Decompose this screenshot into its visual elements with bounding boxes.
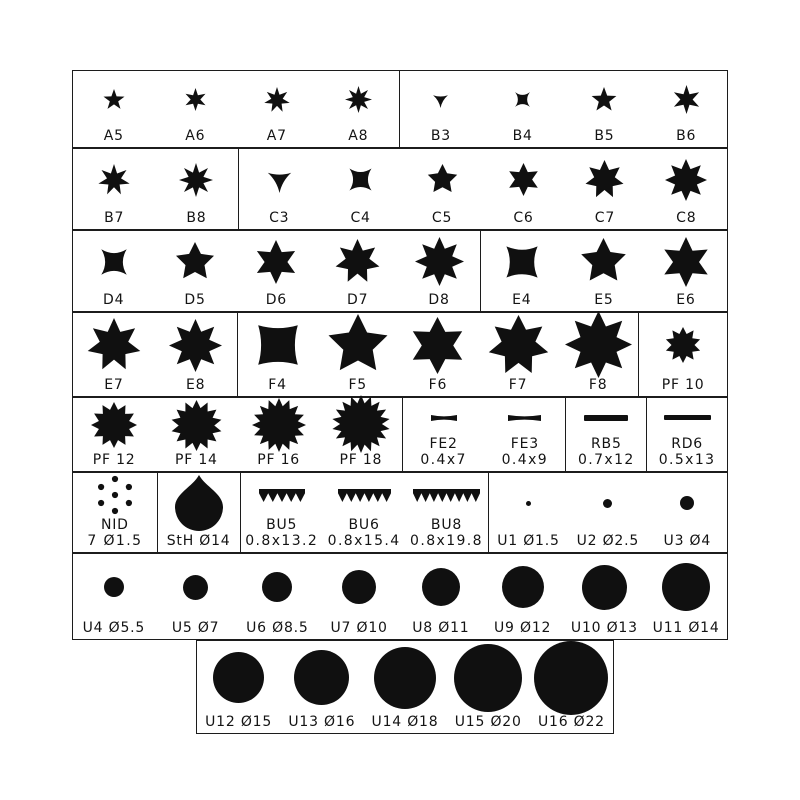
- bu5-serrated-icon: [241, 473, 323, 518]
- punch-item-u3-4: [648, 473, 727, 552]
- a8-star-icon: [318, 71, 400, 129]
- chart-cell: [73, 398, 403, 471]
- punch-item-e7: [73, 313, 155, 396]
- punch-code-label: U6 Ø8.5: [246, 619, 309, 636]
- punch-item-nid: [73, 473, 157, 552]
- punch-labels: [288, 715, 355, 733]
- chart-cell: [639, 313, 727, 396]
- punch-item-b7: [73, 149, 155, 229]
- rb5-bar-icon: [566, 398, 646, 437]
- punch-labels: [184, 293, 205, 311]
- chart-cell: [647, 398, 727, 471]
- punch-code-label: U13 Ø16: [288, 713, 356, 730]
- punch-item-a5: [73, 71, 155, 147]
- punch-item-c3: [239, 149, 320, 229]
- punch-labels: [455, 715, 522, 733]
- punch-item-d4: [73, 231, 154, 311]
- punch-code-label: B6: [676, 127, 697, 144]
- c5-star-icon: [401, 149, 482, 211]
- punch-labels: [676, 211, 696, 229]
- fe3-febar-icon: [484, 398, 565, 437]
- punch-item-e5: [563, 231, 645, 311]
- punch-code-label: BU8: [430, 517, 463, 534]
- punch-code-label: D5: [184, 291, 206, 308]
- punch-labels: [186, 378, 205, 396]
- punch-labels: [429, 378, 448, 396]
- punch-item-u1-1-5: [489, 473, 568, 552]
- a6-star-icon: [155, 71, 237, 129]
- punch-code-label: U14 Ø18: [371, 713, 439, 730]
- punch-code-label: U11 Ø14: [652, 619, 720, 636]
- punch-code-label: F7: [508, 376, 528, 393]
- punch-labels: [513, 129, 533, 147]
- punch-labels: [103, 293, 124, 311]
- punch-item-b3: [400, 71, 482, 147]
- punch-labels: [348, 378, 367, 396]
- punch-code-label: F8: [588, 376, 608, 393]
- punch-code-label: PF 12: [92, 451, 136, 468]
- punch-labels: [589, 378, 608, 396]
- u9-12-circle-icon: [482, 554, 564, 621]
- punch-labels: [167, 534, 231, 552]
- punch-labels: [266, 293, 287, 311]
- punch-item-e4: [481, 231, 563, 311]
- punch-item-c8: [646, 149, 727, 229]
- u16-22-circle-icon: [530, 641, 613, 715]
- row-D-E-stars: [72, 230, 728, 312]
- punch-item-u4-5-5: [73, 554, 155, 639]
- punch-code-label: C4: [350, 209, 371, 226]
- pf-10-star-icon: [639, 313, 727, 378]
- punch-item-f8: [558, 313, 638, 396]
- punch-labels: [245, 518, 318, 552]
- punch-code-label: C7: [594, 209, 616, 226]
- e7-star-icon: [73, 313, 155, 378]
- punch-item-u13-16: [280, 641, 363, 733]
- punch-code-label: F5: [348, 376, 368, 393]
- punch-code-label: BU5: [266, 517, 298, 534]
- punch-labels: [175, 453, 218, 471]
- punch-labels: [420, 437, 466, 471]
- u14-18-circle-icon: [363, 641, 446, 715]
- u10-13-circle-icon: [564, 554, 646, 621]
- u8-11-circle-icon: [400, 554, 482, 621]
- chart-cell: [566, 398, 647, 471]
- b5-star-icon: [564, 71, 646, 129]
- f6-star-icon: [398, 313, 478, 378]
- e8-star-icon: [155, 313, 237, 378]
- punch-item-c4: [320, 149, 401, 229]
- punch-dim-label: 7 Ø1.5: [87, 532, 143, 549]
- punch-labels: [205, 715, 272, 733]
- punch-item-u2-2-5: [568, 473, 647, 552]
- punch-labels: [676, 293, 695, 311]
- punch-code-label: B4: [512, 127, 533, 144]
- punch-labels: [594, 129, 614, 147]
- c6-star-icon: [483, 149, 564, 211]
- punch-labels: [372, 715, 439, 733]
- punch-code-label: A8: [348, 127, 369, 144]
- punch-code-label: B8: [186, 209, 207, 226]
- punch-labels: [268, 378, 287, 396]
- d5-star-icon: [154, 231, 235, 293]
- c3-sparkle-icon: [239, 149, 320, 211]
- punch-item-b6: [645, 71, 727, 147]
- punch-labels: [246, 621, 309, 639]
- punch-item-u11-14: [645, 554, 727, 639]
- punch-labels: [497, 534, 560, 552]
- punch-labels: [502, 437, 548, 471]
- u3-4-circle-icon: [648, 473, 727, 534]
- punch-item-pf-18: [320, 398, 402, 471]
- punch-code-label: A7: [266, 127, 287, 144]
- punch-item-b4: [482, 71, 564, 147]
- punch-code-label: PF 10: [661, 376, 705, 393]
- punch-item-e8: [155, 313, 237, 396]
- punch-code-label: E8: [185, 376, 206, 393]
- row-B-C-stars: [72, 148, 728, 230]
- punch-item-u7-10: [318, 554, 400, 639]
- nid-dots-icon: [73, 472, 157, 518]
- punch-item-c6: [483, 149, 564, 229]
- punch-dim-label: 0.8x13.2: [245, 532, 319, 549]
- punch-dim-label: 0.8x15.4: [327, 532, 401, 549]
- punch-code-label: U1 Ø1.5: [497, 532, 560, 549]
- punch-item-u16-22: [530, 641, 613, 733]
- punch-code-label: F6: [428, 376, 448, 393]
- punch-code-label: E4: [512, 291, 532, 308]
- sth-14-drop-icon: [158, 473, 240, 534]
- punch-item-sth-14: [158, 473, 240, 552]
- punch-code-label: F4: [268, 376, 287, 393]
- punch-code-label: U4 Ø5.5: [82, 619, 146, 636]
- punch-item-u12-15: [197, 641, 280, 733]
- punch-code-label: FE2: [429, 436, 458, 453]
- punch-code-label: E5: [594, 291, 614, 308]
- punch-labels: [431, 129, 451, 147]
- punch-code-label: C6: [513, 209, 534, 226]
- punch-item-d6: [236, 231, 317, 311]
- pf-16-star-icon: [238, 398, 320, 453]
- punch-labels: [410, 518, 483, 552]
- punch-code-label: B5: [594, 127, 615, 144]
- punch-dim-label: 0.5x13: [658, 451, 716, 468]
- punch-labels: [257, 453, 300, 471]
- u15-20-circle-icon: [447, 641, 530, 715]
- punch-labels: [676, 129, 696, 147]
- punch-code-label: C5: [431, 209, 453, 226]
- c7-star-icon: [564, 149, 645, 211]
- punch-labels: [172, 621, 220, 639]
- punch-labels: [87, 518, 142, 552]
- punch-labels: [83, 621, 146, 639]
- punch-code-label: C8: [676, 209, 697, 226]
- chart-cell: [73, 473, 158, 552]
- punch-item-c5: [401, 149, 482, 229]
- pf-12-star-icon: [73, 398, 155, 453]
- punch-labels: [595, 211, 615, 229]
- punch-labels: [594, 293, 613, 311]
- a5-star-icon: [73, 71, 155, 129]
- punch-item-u5-7: [155, 554, 237, 639]
- b3-sparkle-icon: [400, 71, 482, 129]
- punch-item-a7: [236, 71, 318, 147]
- punch-item-bu8: [405, 473, 487, 552]
- punch-item-u14-18: [363, 641, 446, 733]
- punch-item-b8: [155, 149, 237, 229]
- row-E-F-PF10-stars: [72, 312, 728, 397]
- pf-18-star-icon: [320, 395, 402, 453]
- punch-item-a6: [155, 71, 237, 147]
- punch-item-c7: [564, 149, 645, 229]
- c8-star-icon: [646, 149, 727, 211]
- punch-labels: [347, 293, 368, 311]
- chart-cell: [241, 473, 489, 552]
- punch-labels: [509, 378, 528, 396]
- punch-item-fe2: [403, 398, 484, 471]
- chart-cell: [481, 231, 727, 311]
- punch-code-label: U8 Ø11: [412, 619, 470, 636]
- u4-5-5-circle-icon: [73, 554, 155, 621]
- punch-item-e6: [645, 231, 727, 311]
- punch-item-u8-11: [400, 554, 482, 639]
- punch-item-d7: [317, 231, 398, 311]
- punch-code-label: D7: [347, 291, 369, 308]
- punch-dim-label: 0.4x9: [501, 451, 549, 468]
- u1-1-5-circle-icon: [489, 473, 568, 534]
- row-NID-StH-BU-U123: [72, 472, 728, 553]
- punch-code-label: D4: [103, 291, 125, 308]
- punch-item-u15-20: [447, 641, 530, 733]
- chart-cell: [239, 149, 728, 229]
- punch-labels: [350, 211, 370, 229]
- punch-labels: [339, 453, 382, 471]
- b4-sparkle-icon: [482, 71, 564, 129]
- punch-code-label: B7: [104, 209, 125, 226]
- punch-item-pf-14: [155, 398, 237, 471]
- punch-code-label: FE3: [510, 436, 539, 453]
- punch-item-f6: [398, 313, 478, 396]
- punch-code-label: U2 Ø2.5: [576, 532, 640, 549]
- chart-cell: [238, 313, 640, 396]
- punch-code-label: D8: [428, 291, 450, 308]
- punch-code-label: RD6: [671, 436, 704, 453]
- u2-2-5-circle-icon: [568, 473, 647, 534]
- d4-sparkle-icon: [73, 231, 154, 293]
- punch-item-b5: [564, 71, 646, 147]
- punch-code-label: U15 Ø20: [454, 713, 522, 730]
- punch-labels: [494, 621, 551, 639]
- punch-code-label: U12 Ø15: [205, 713, 273, 730]
- punch-item-bu5: [241, 473, 323, 552]
- f8-star-icon: [558, 311, 638, 378]
- b8-star-icon: [155, 149, 237, 211]
- punch-item-pf-12: [73, 398, 155, 471]
- b7-star-icon: [73, 149, 155, 211]
- punch-labels: [538, 715, 605, 733]
- c4-sparkle-icon: [320, 149, 401, 211]
- f5-star-icon: [318, 313, 398, 378]
- punch-labels: [269, 211, 289, 229]
- punch-code-label: BU6: [348, 517, 380, 534]
- punch-item-pf-10: [639, 313, 727, 396]
- punch-item-bu6: [323, 473, 405, 552]
- u7-10-circle-icon: [318, 554, 400, 621]
- chart-cell: [197, 641, 613, 733]
- pf-14-star-icon: [155, 398, 237, 453]
- f4-sparkle-icon: [238, 313, 318, 378]
- punch-item-f5: [318, 313, 398, 396]
- punch-code-label: RB5: [591, 436, 622, 453]
- d8-star-icon: [398, 231, 479, 293]
- punch-code-label: E7: [104, 376, 124, 393]
- fe2-febar-icon: [403, 398, 484, 437]
- punch-code-label: U5 Ø7: [171, 619, 220, 636]
- d7-star-icon: [317, 231, 398, 293]
- bu6-serrated-icon: [323, 473, 405, 518]
- punch-labels: [104, 211, 124, 229]
- punch-labels: [578, 437, 635, 471]
- chart-cell: [489, 473, 727, 552]
- punch-code-label: U7 Ø10: [330, 619, 388, 636]
- u12-15-circle-icon: [197, 641, 280, 715]
- punch-item-u9-12: [482, 554, 564, 639]
- punch-labels: [664, 534, 712, 552]
- punch-labels: [348, 129, 368, 147]
- u6-8-5-circle-icon: [237, 554, 319, 621]
- punch-code-label: A5: [103, 127, 124, 144]
- punch-labels: [104, 378, 123, 396]
- punch-labels: [267, 129, 287, 147]
- punch-item-a8: [318, 71, 400, 147]
- punch-item-rb5: [566, 398, 646, 471]
- punch-labels: [185, 129, 205, 147]
- chart-cell: [73, 71, 400, 147]
- a7-star-icon: [236, 71, 318, 129]
- chart-cell: [73, 313, 238, 396]
- row-U12-U16-circles: [196, 640, 614, 734]
- chart-cell: [73, 554, 727, 639]
- punch-item-d5: [154, 231, 235, 311]
- punch-labels: [513, 211, 533, 229]
- row-PF-FE-RB-RD: [72, 397, 728, 472]
- punch-labels: [93, 453, 136, 471]
- punch-code-label: U16 Ø22: [537, 713, 605, 730]
- punch-code-label: C3: [269, 209, 290, 226]
- punch-code-label: U10 Ø13: [570, 619, 638, 636]
- chart-cell: [73, 231, 481, 311]
- chart-cell: [73, 149, 239, 229]
- e6-star-icon: [645, 231, 727, 293]
- punch-code-label: PF 16: [257, 451, 300, 468]
- punch-labels: [571, 621, 638, 639]
- chart-cell: [158, 473, 241, 552]
- rd6-bar-icon: [647, 398, 727, 437]
- punch-labels: [653, 621, 720, 639]
- punch-labels: [104, 129, 124, 147]
- punch-labels: [412, 621, 469, 639]
- punch-labels: [428, 293, 449, 311]
- punch-code-label: D6: [265, 291, 287, 308]
- punch-code-label: NID: [100, 517, 129, 534]
- punch-item-u10-13: [564, 554, 646, 639]
- row-A-B-small-stars: [72, 70, 728, 148]
- row-U4-U11-circles: [72, 553, 728, 640]
- chart-cell: [403, 398, 567, 471]
- punch-code-label: PF 18: [339, 451, 383, 468]
- punch-dim-label: 0.4x7: [420, 451, 467, 468]
- punch-item-rd6: [647, 398, 727, 471]
- punch-item-fe3: [484, 398, 565, 471]
- punch-code-label: U3 Ø4: [663, 532, 712, 549]
- punch-labels: [662, 378, 705, 396]
- punch-item-u6-8-5: [237, 554, 319, 639]
- u11-14-circle-icon: [645, 554, 727, 621]
- punch-code-label: PF 14: [174, 451, 218, 468]
- punch-labels: [432, 211, 452, 229]
- punch-labels: [512, 293, 531, 311]
- punch-item-pf-16: [238, 398, 320, 471]
- punch-code-label: E6: [676, 291, 696, 308]
- punch-labels: [659, 437, 716, 471]
- punch-labels: [331, 621, 388, 639]
- punch-code-label: A6: [185, 127, 206, 144]
- punch-dim-label: 0.7x12: [577, 451, 635, 468]
- punch-labels: [328, 518, 401, 552]
- punch-code-label: StH Ø14: [166, 532, 231, 549]
- punch-labels: [186, 211, 206, 229]
- punch-item-f4: [238, 313, 318, 396]
- d6-star-icon: [236, 231, 317, 293]
- f7-star-icon: [478, 313, 558, 378]
- e4-sparkle-icon: [481, 231, 563, 293]
- b6-star-icon: [645, 71, 727, 129]
- punch-code-label: U9 Ø12: [494, 619, 552, 636]
- punch-code-label: B3: [430, 127, 451, 144]
- chart-cell: [400, 71, 727, 147]
- punch-item-f7: [478, 313, 558, 396]
- u5-7-circle-icon: [155, 554, 237, 621]
- u13-16-circle-icon: [280, 641, 363, 715]
- punch-dim-label: 0.8x19.8: [410, 532, 483, 549]
- punch-item-d8: [398, 231, 479, 311]
- bu8-serrated-icon: [405, 473, 487, 518]
- punch-labels: [577, 534, 640, 552]
- e5-star-icon: [563, 231, 645, 293]
